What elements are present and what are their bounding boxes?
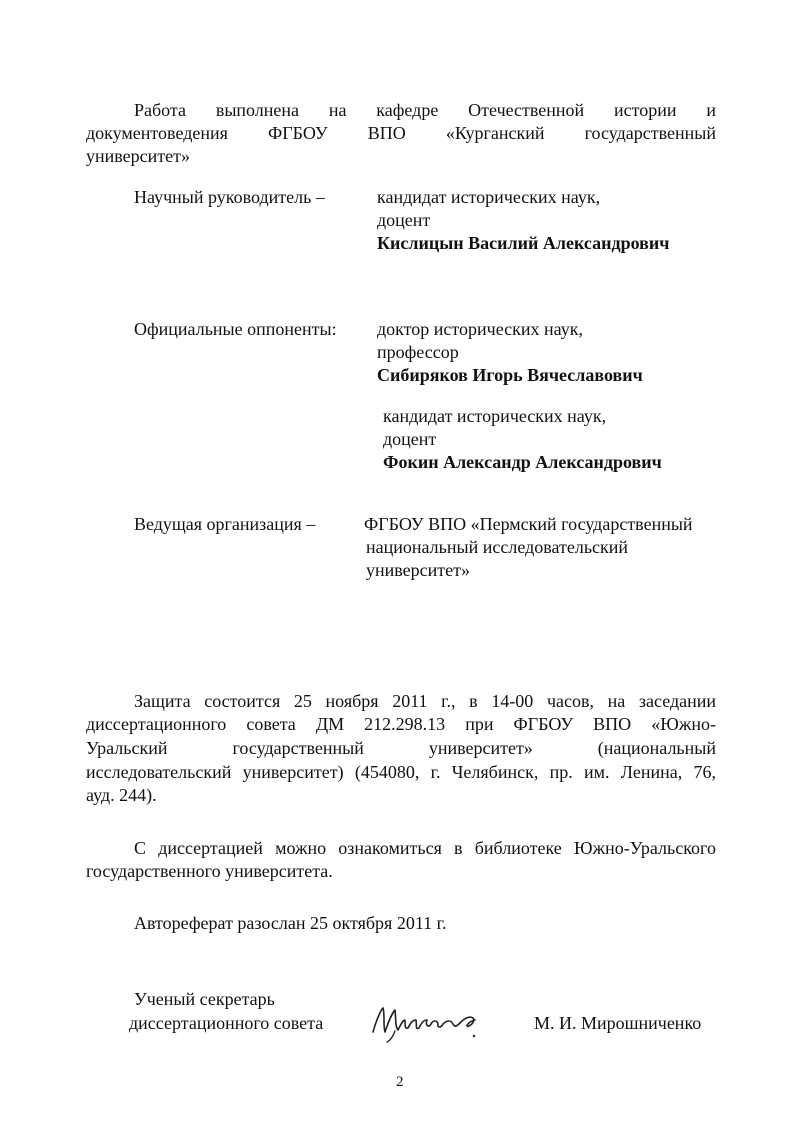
opponent-1-title: профессор	[377, 342, 459, 362]
secretary-council: диссертационного совета	[129, 1013, 324, 1033]
defense-line-3: Уральский государственный университет» (национальный	[86, 738, 716, 758]
opponent-1-name: Сибиряков Игорь Вячеславович	[377, 365, 643, 385]
library-line-2: государственного университета.	[86, 861, 333, 881]
supervisor-title: доцент	[377, 210, 431, 230]
opponent-1-degree: доктор исторических наук,	[377, 319, 583, 339]
intro-line-2: документоведения ФГБОУ ВПО «Курганский государственный	[86, 123, 716, 143]
secretary-name: М. И. Мирошниченко	[534, 1013, 702, 1033]
defense-line-4: исследовательский университет) (454080, г. Челябинск, пр. им. Ленина, 76,	[86, 762, 716, 782]
page-number: 2	[396, 1074, 404, 1090]
leading-org-line-1: ФГБОУ ВПО «Пермский государственный	[364, 514, 693, 534]
supervisor-degree: кандидат исторических наук,	[377, 187, 601, 207]
library-line-1: С диссертацией можно ознакомиться в библиотеке Южно-Уральского	[134, 838, 716, 858]
leading-org-line-2: национальный исследовательский	[366, 537, 629, 557]
opponents-role: Официальные оппоненты:	[134, 319, 337, 339]
intro-line-1: Работа выполнена на кафедре Отечественной истории и	[134, 100, 716, 120]
supervisor-name: Кислицын Василий Александрович	[377, 233, 670, 253]
dispatch-date: Автореферат разослан 25 октября 2011 г.	[134, 913, 447, 933]
opponent-2-title: доцент	[383, 429, 437, 449]
leading-org-line-3: университет»	[366, 560, 470, 580]
opponent-2-name: Фокин Александр Александрович	[383, 452, 662, 472]
leading-org-role: Ведущая организация –	[134, 514, 316, 534]
secretary-title: Ученый секретарь	[134, 989, 275, 1009]
defense-line-5: ауд. 244).	[86, 785, 157, 805]
supervisor-role: Научный руководитель –	[134, 187, 325, 207]
handwritten-signature	[365, 998, 500, 1046]
opponent-2-degree: кандидат исторических наук,	[383, 406, 607, 426]
defense-line-2: диссертационного совета ДМ 212.298.13 при ФГБОУ ВПО «Южно-	[86, 714, 716, 734]
intro-line-3: университет»	[86, 146, 190, 166]
defense-line-1: Защита состоится 25 ноября 2011 г., в 14-00 часов, на заседании	[134, 691, 716, 711]
